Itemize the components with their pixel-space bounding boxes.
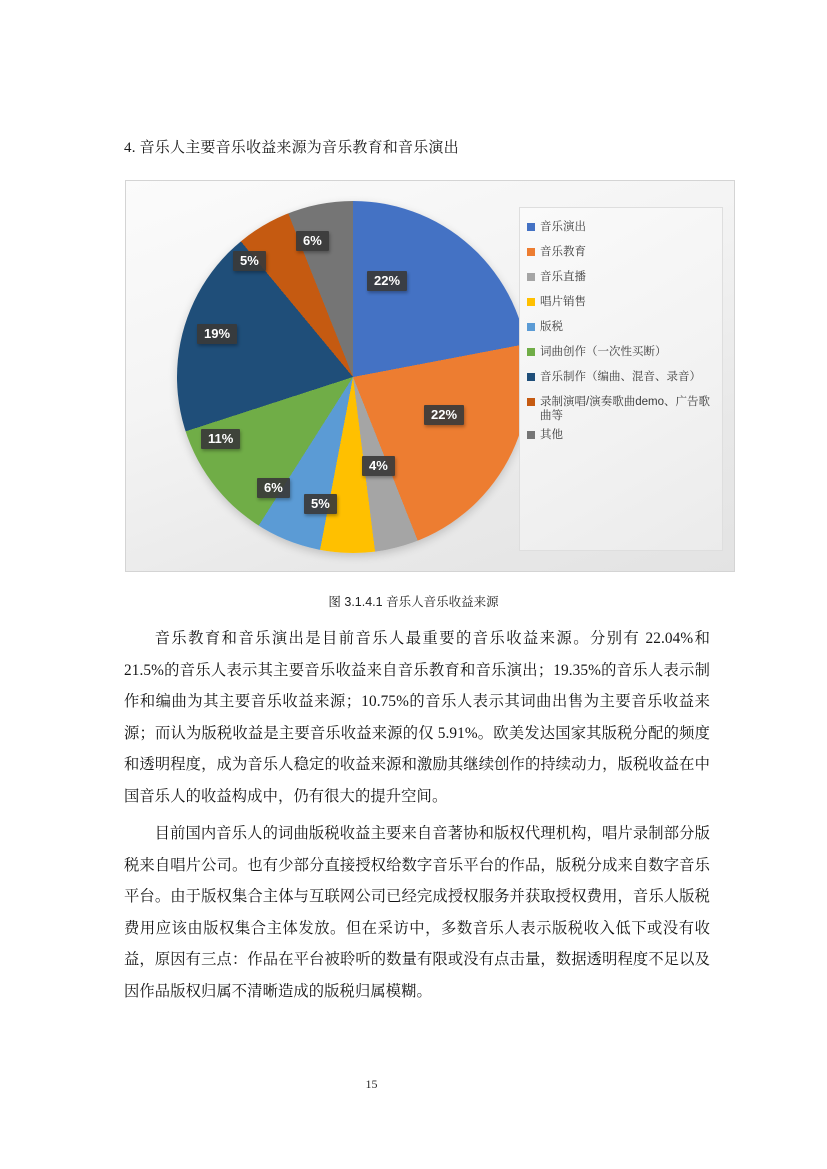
legend-swatch-icon (527, 323, 535, 331)
slice-label-songwriting: 11% (201, 429, 240, 449)
pie-chart-disc (177, 201, 529, 553)
legend-item-music-production (527, 370, 716, 384)
legend-item-record-sales (527, 295, 716, 309)
legend-label: 唱片销售 (540, 296, 586, 308)
legend-item-music-livestream (527, 270, 716, 284)
legend-swatch-icon (527, 248, 535, 256)
legend-label: 版税 (540, 321, 563, 333)
legend-swatch-icon (527, 348, 535, 356)
legend-label: 词曲创作（一次性买断） (540, 346, 667, 358)
legend-swatch-icon (527, 273, 535, 281)
slice-label-other: 6% (296, 231, 329, 251)
legend-swatch-icon (527, 398, 535, 406)
section-heading: 4. 音乐人主要音乐收益来源为音乐教育和音乐演出 (124, 140, 459, 156)
slice-label-music-livestream: 4% (362, 456, 395, 476)
legend-label: 其他 (540, 429, 563, 441)
body-paragraph-2: 目前国内音乐人的词曲版税收益主要来自音著协和版权代理机构，唱片录制部分版税来自唱片公司。也有少部分直接授权给数字音乐平台的作品，版税分成来自数字音乐平台。由于版权集合主体与互联网公司已经完成授权服务并获取授权费用，音乐人版税费用应该由版权集合主体发放。但在采访中，多数音乐人表示版税收入低下或没有收益，原因有三点：作品在平台被聆听的数量有限或没有点击量，数据透明程度不足以及因作品版权归属不清晰造成的版税归属模糊。 (124, 825, 710, 1000)
legend-swatch-icon (527, 373, 535, 381)
legend-item-other (527, 428, 716, 442)
slice-label-record-sales: 5% (304, 494, 337, 514)
legend-label: 音乐演出 (540, 221, 586, 233)
legend-item-music-performance (527, 220, 716, 234)
legend-item-songwriting (527, 345, 716, 359)
legend-label: 音乐直播 (540, 271, 586, 283)
slice-label-music-performance: 22% (367, 271, 407, 291)
legend-swatch-icon (527, 223, 535, 231)
chart-legend (519, 207, 723, 551)
legend-item-music-education (527, 245, 716, 259)
pie-plot-area (145, 189, 513, 567)
slice-label-royalties: 6% (257, 478, 290, 498)
legend-swatch-icon (527, 431, 535, 439)
legend-item-demo-recording (527, 395, 716, 423)
legend-label: 音乐教育 (540, 246, 586, 258)
slice-label-music-education: 22% (424, 405, 464, 425)
legend-label: 录制演唱/演奏歌曲demo、广告歌曲等 (540, 396, 710, 422)
legend-label: 音乐制作（编曲、混音、录音） (540, 371, 701, 383)
pie-chart-figure (125, 180, 735, 572)
figure-caption: 图 3.1.4.1 音乐人音乐收益来源 (328, 595, 499, 609)
body-paragraph-1: 音乐教育和音乐演出是目前音乐人最重要的音乐收益来源。分别有 22.04%和 21.5%的音乐人表示其主要音乐收益来自音乐教育和音乐演出；19.35%的音乐人表示制作和编曲为其主要音乐收益来源；10.75%的音乐人表示其词曲出售为主要音乐收益来源；而认为版税收益是主要音乐收益来源的仅 5.91%。欧美发达国家其版税分配的频度和透明程度，成为音乐人稳定的收益来源和激励其继续创作的持续动力，版税收益在中国音乐人的收益构成中，仍有很大的提升空间。 (124, 630, 710, 805)
slice-label-demo-recording: 5% (233, 251, 266, 271)
page-number: 15 (365, 1077, 378, 1091)
slice-label-music-production: 19% (197, 324, 237, 344)
legend-item-royalties (527, 320, 716, 334)
legend-swatch-icon (527, 298, 535, 306)
